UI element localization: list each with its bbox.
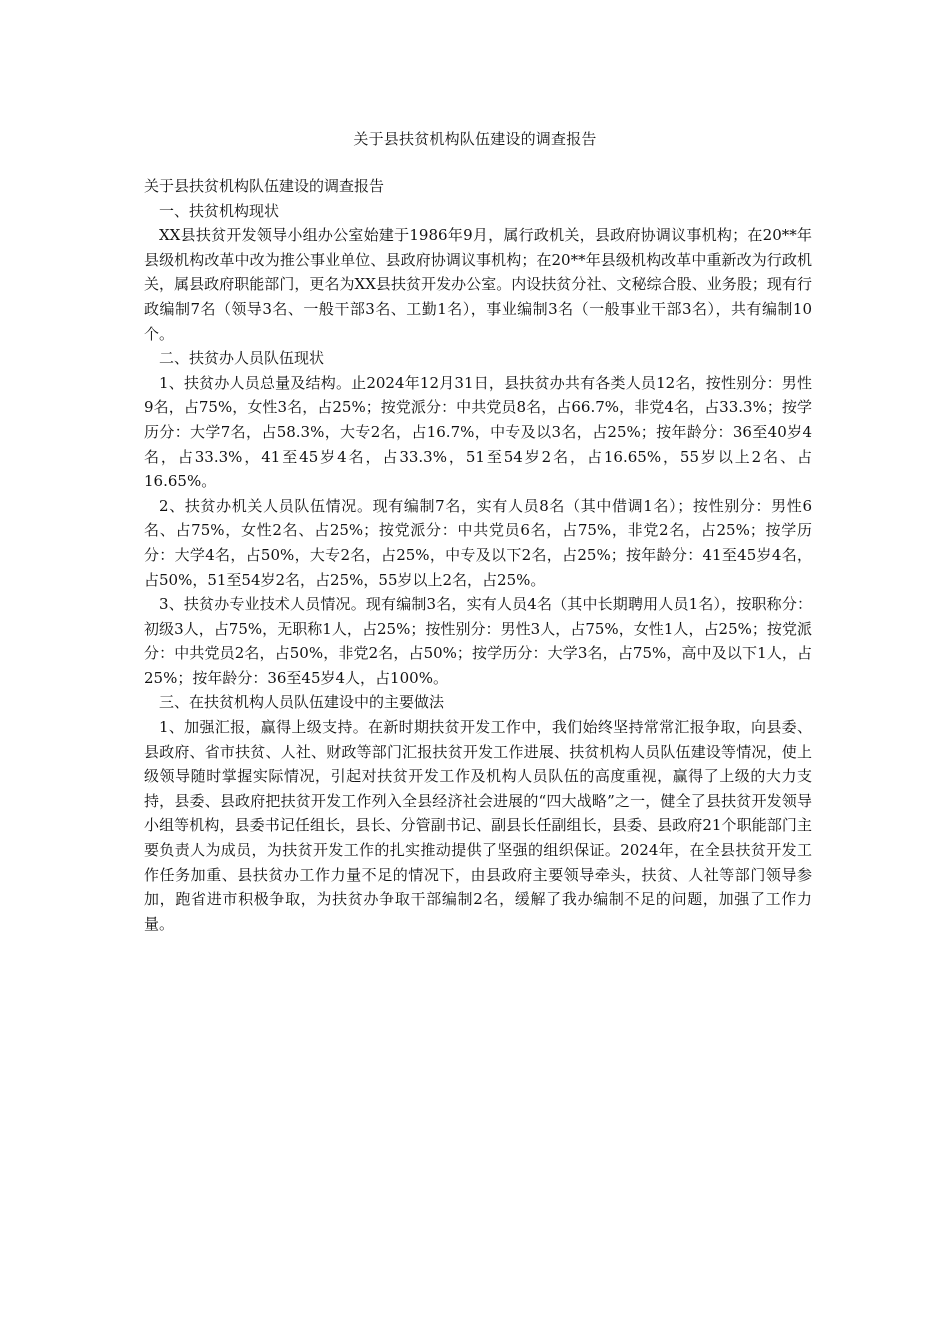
document-body: [144, 174, 812, 936]
paragraph-3-1: 1、加强汇报，赢得上级支持。在新时期扶贫开发工作中，我们始终坚持常常汇报争取，向县委、县政府、省市扶贫、人社、财政等部门汇报扶贫开发工作进展、扶贫机构人员队伍建设等情况，使上级领导随时掌握实际情况，引起对扶贫开发工作及机构人员队伍的高度重视，赢得了上级的大力支持，县委、县政府把扶贫开发工作列入全县经济社会进展的“四大战略”之一，健全了县扶贫开发领导小组等机构，县委书记任组长，县长、分管副书记、副县长任副组长，县委、县政府21个职能部门主要负责人为成员，为扶贫开发工作的扎实推动提供了坚强的组织保证。2024年，在全县扶贫开发工作任务加重、县扶贫办工作力量不足的情况下，由县政府主要领导牵头，扶贫、人社等部门领导参加，跑省进市积极争取，为扶贫办争取干部编制2名，缓解了我办编制不足的问题，加强了工作力量。: [144, 718, 812, 933]
paragraph-2-3: 3、扶贫办专业技术人员情况。现有编制3名，实有人员4名（其中长期聘用人员1名），按职称分：初级3人，占75%，无职称1人，占25%；按性别分：男性3人，占75%，女性1人，占25%；按党派分：中共党员2名，占50%，非党2名，占50%；按学历分：大学3名，占75%，高中及以下1人，占25%；按年龄分：36至45岁4人，占100%。: [144, 595, 812, 687]
section-heading-1: 一、扶贫机构现状: [159, 201, 280, 220]
paragraph-2-1: 1、扶贫办人员总量及结构。止2024年12月31日，县扶贫办共有各类人员12名，按性别分：男性9名，占75%，女性3名，占25%；按党派分：中共党员8名，占66.7%，非党4名，占33.3%；按学历分：大学7名，占58.3%，大专2名，占16.7%，中专及以3名，占25%；按年龄分：36至40岁4名，占33.3%，41至45岁4名，占33.3%，51至54岁2名，占16.65%，55岁以上2名、占16.65%。: [144, 373, 812, 491]
document-title: 关于县扶贫机构队伍建设的调查报告: [353, 130, 597, 148]
section-heading-3: 三、在扶贫机构人员队伍建设中的主要做法: [159, 693, 445, 712]
paragraph-1-1: XX县扶贫开发领导小组办公室始建于1986年9月，属行政机关，县政府协调议事机构；在20**年县级机构改革中改为推公事业单位、县政府协调议事机构；在20**年县级机构改革中重新改为行政机关，属县政府职能部门，更名为XX县扶贫开发办公室。内设扶贫分社、文秘综合股、业务股；现有行政编制7名（领导3名、一般干部3名、工勤1名），事业编制3名（一般事业干部3名），共有编制10个。: [144, 226, 812, 343]
paragraph-2-2: 2、扶贫办机关人员队伍情况。现有编制7名，实有人员8名（其中借调1名）；按性别分：男性6名、占75%，女性2名、占25%；按党派分：中共党员6名，占75%，非党2名，占25%；按学历分：大学4名，占50%，大专2名，占25%，中专及以下2名，占25%；按年龄分：41至45岁4名，占50%，51至54岁2名，占25%，55岁以上2名，占25%。: [144, 496, 812, 589]
section-heading-2: 二、扶贫办人员队伍现状: [159, 349, 325, 368]
report-subtitle: 关于县扶贫机构队伍建设的调查报告: [144, 177, 385, 195]
